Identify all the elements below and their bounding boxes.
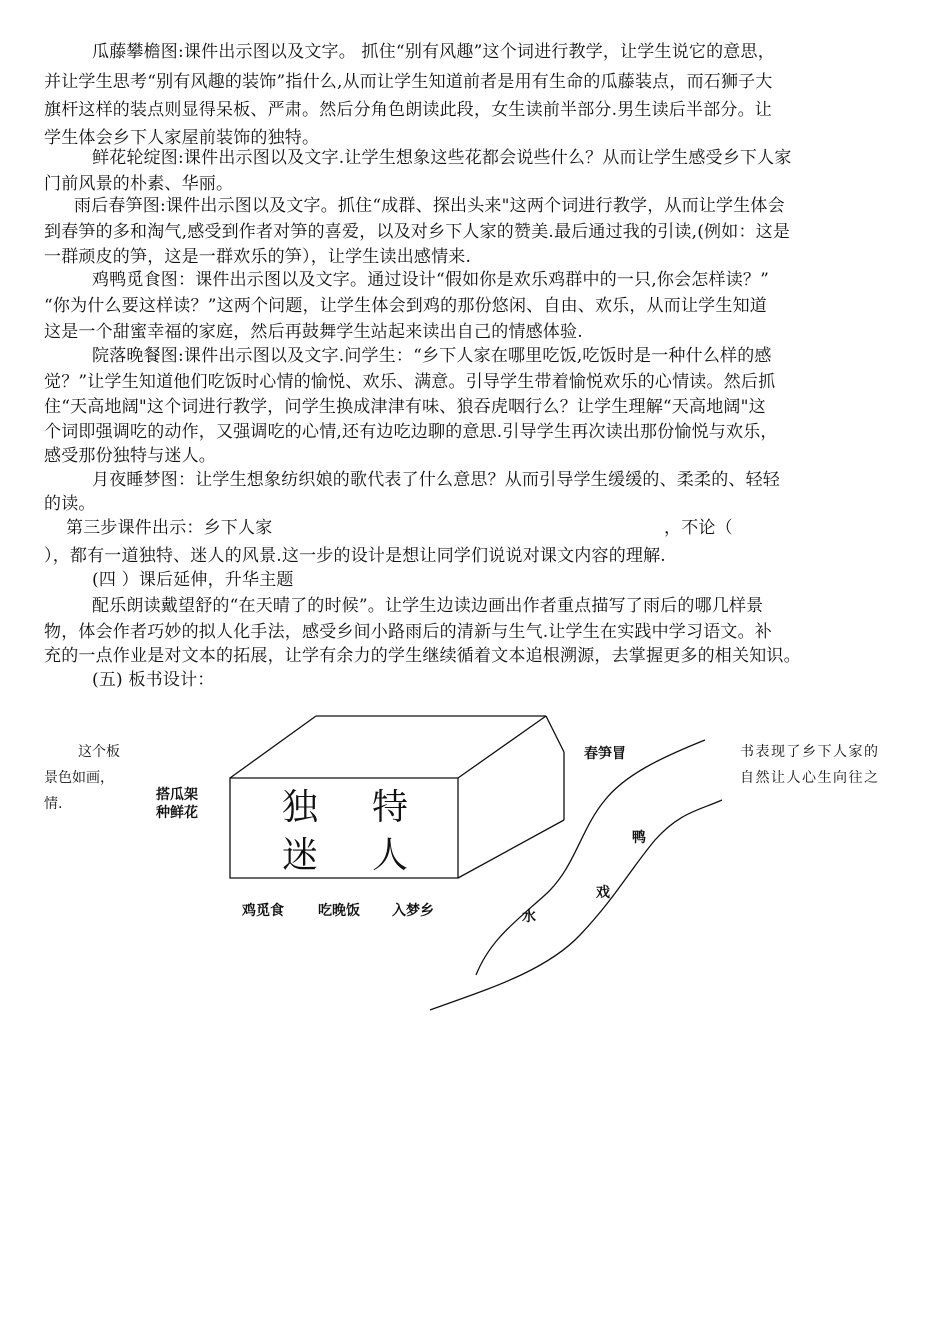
left-note: 情. bbox=[44, 796, 63, 812]
label-chunsun: 春笋冒 bbox=[584, 746, 626, 762]
text-line: 并让学生思考“别有风趣的装饰”指什么,从而让学生知道前者是用有生命的瓜藤装点，而石狮子大 bbox=[44, 72, 773, 92]
text-line: 到春笋的多和淘气,感受到作者对笋的喜爱，以及对乡下人家的赞美.最后通过我的引读,(例如：这是 bbox=[44, 222, 791, 242]
label-xianhua: 种鲜花 bbox=[156, 805, 198, 821]
house-bottom-edge bbox=[458, 820, 564, 878]
text-line: ，不论（ bbox=[664, 518, 733, 538]
text-line: (五) 板书设计： bbox=[92, 670, 215, 690]
text-line: 旗杆这样的装点则显得呆板、严肃。然后分角色朗读此段，女生读前半部分.男生读后半部分。让 bbox=[44, 100, 773, 120]
text-line: 感受那份独特与迷人。 bbox=[44, 446, 216, 466]
big-char-du: 独 bbox=[282, 787, 319, 828]
house-roof-edge-right bbox=[458, 716, 546, 778]
text-line: 充的一点作业是对文本的拓展，让学有余力的学生继续循着文本追根溯源，去掌握更多的相关知识。 bbox=[44, 646, 801, 666]
big-char-mi: 迷 bbox=[282, 835, 319, 876]
text-line: 门前风景的朴素、华丽。 bbox=[44, 174, 234, 194]
right-note: 自然让人心生向往之 bbox=[740, 770, 880, 786]
house-front-face bbox=[230, 778, 458, 878]
text-line: 雨后春笋图:课件出示图以及文字。抓住“成群、探出头来"这两个词进行教学，从而让学生体会 bbox=[74, 196, 785, 216]
text-line: 鲜花轮绽图:课件出示图以及文字.让学生想象这些花都会说些什么？从而让学生感受乡下人家 bbox=[92, 148, 792, 168]
text-line: ），都有一道独特、迷人的风景.这一步的设计是想让同学们说说对课文内容的理解. bbox=[44, 546, 666, 566]
text-line: 第三步课件出示：乡下人家 bbox=[66, 518, 273, 538]
text-line: 个词即强调吃的动作，又强调吃的心情,还有边吃边聊的意思.引导学生再次读出那份愉悦与欢乐， bbox=[44, 422, 778, 442]
river-right-bank bbox=[430, 800, 722, 1010]
big-char-ren: 人 bbox=[372, 835, 409, 876]
house-roof-slope bbox=[546, 716, 564, 752]
river-left-bank bbox=[476, 740, 705, 975]
text-line: 瓜藤攀檐图:课件出示图以及文字。 抓住“别有风趣”这个词进行教学，让学生说它的意思， bbox=[92, 42, 775, 62]
text-line: 院落晚餐图:课件出示图以及文字.问学生：“乡下人家在哪里吃饭,吃饭时是一种什么样的感 bbox=[92, 346, 772, 366]
label-shui: 水 bbox=[522, 909, 536, 925]
house-roof-edge-left bbox=[230, 716, 316, 778]
label-guajia: 搭瓜架 bbox=[156, 787, 198, 803]
label-rumengxiang: 入梦乡 bbox=[392, 903, 434, 919]
text-line: 住“天高地阔"这个词进行教学，问学生换成津津有味、狼吞虎咽行么？让学生理解“天高地阔"这 bbox=[44, 397, 766, 417]
text-line: 月夜睡梦图：让学生想象纺织娘的歌代表了什么意思？从而引导学生缓缓的、柔柔的、轻轻 bbox=[92, 470, 780, 490]
label-xi: 戏 bbox=[596, 885, 610, 901]
label-chiwanfan: 吃晚饭 bbox=[318, 903, 360, 919]
text-line: 学生体会乡下人家屋前装饰的独特。 bbox=[44, 128, 320, 148]
left-note: 这个板 bbox=[78, 744, 120, 760]
right-note: 书表现了乡下人家的 bbox=[740, 744, 880, 760]
left-note: 景色如画， bbox=[44, 770, 114, 786]
text-line: 一群顽皮的笋，这是一群欢乐的笋），让学生读出感情来. bbox=[44, 247, 472, 267]
big-char-te: 特 bbox=[372, 787, 409, 828]
label-jimishi: 鸡觅食 bbox=[242, 903, 284, 919]
label-ya: 鸭 bbox=[632, 830, 646, 846]
text-line: 配乐朗读戴望舒的“在天晴了的时候”。让学生边读边画出作者重点描写了雨后的哪几样景 bbox=[92, 596, 764, 616]
text-line: 物，体会作者巧妙的拟人化手法，感受乡间小路雨后的清新与生气.让学生在实践中学习语文。补 bbox=[44, 622, 773, 642]
text-line: 的读。 bbox=[44, 494, 96, 514]
text-line: 鸡鸭觅食图：课件出示图以及文字。通过设计“假如你是欢乐鸡群中的一只,你会怎样读？” bbox=[92, 270, 769, 290]
text-line: “你为什么要这样读？”这两个问题，让学生体会到鸡的那份悠闲、自由、欢乐，从而让学生知道 bbox=[44, 296, 767, 316]
board-design-diagram bbox=[0, 700, 950, 1040]
text-line: 这是一个甜蜜幸福的家庭，然后再鼓舞学生站起来读出自己的情感体验. bbox=[44, 322, 583, 342]
text-line: (四 ）课后延伸，升华主题 bbox=[92, 570, 294, 590]
text-line: 觉？”让学生知道他们吃饭时心情的愉悦、欢乐、满意。引导学生带着愉悦欢乐的心情读。然后抓 bbox=[44, 372, 776, 392]
